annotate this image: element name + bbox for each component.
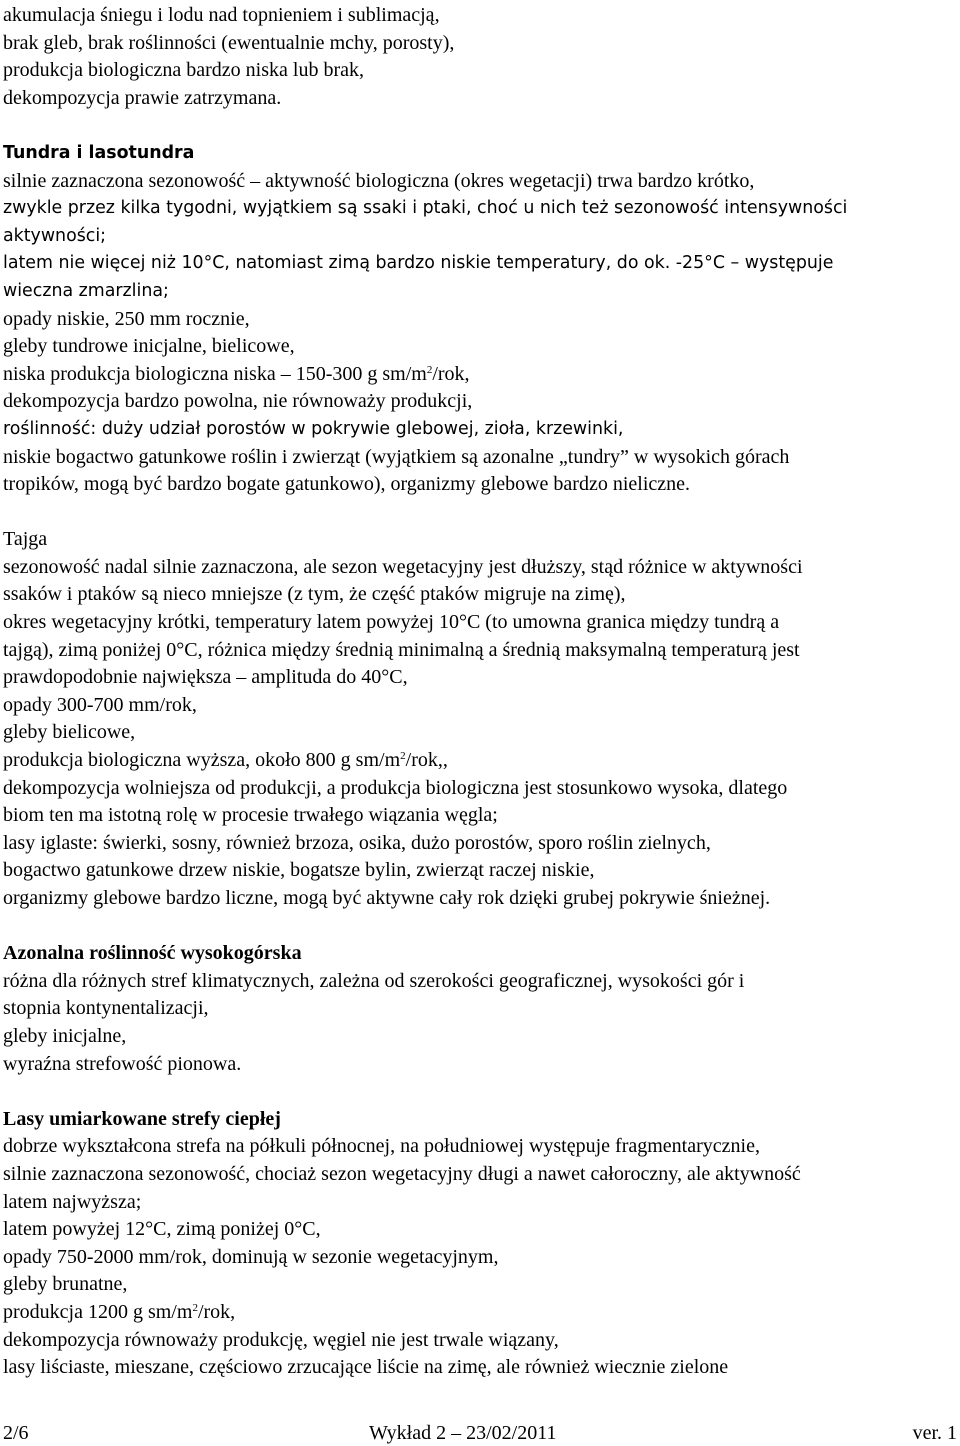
intro-line-4: dekompozycja prawie zatrzymana. xyxy=(3,86,282,109)
tajga-line-13: organizmy glebowe bardzo liczne, mogą być aktywne cały rok dzięki grubej pokrywie śnieżnej. xyxy=(3,887,771,909)
tajga-line-4: tajgą), zimą poniżej 0°C, różnica między średnią minimalną a średnią maksymalną temperaturą jest xyxy=(3,638,800,661)
superscript-2: 2 xyxy=(400,750,406,763)
tundra-section xyxy=(3,140,957,499)
tajga-line-1: sezonowość nadal silnie zaznaczona, ale sezon wegetacyjny jest dłuższy, stąd różnice w aktywności xyxy=(3,555,803,578)
temperate-line-7 xyxy=(3,1299,957,1327)
tundra-line-12: tropików, mogą być bardzo bogate gatunkowo), organizmy glebowe bardzo nieliczne. xyxy=(3,473,691,496)
tundra-line-1: silnie zaznaczona sezonowość – aktywność biologiczna (okres wegetacji) trwa bardzo krótko, xyxy=(3,169,755,192)
tundra-line-9: dekompozycja bardzo powolna, nie równoważy produkcji, xyxy=(3,390,473,413)
intro-section xyxy=(3,2,957,112)
tundra-line-5: wieczna zmarzlina; xyxy=(3,280,169,301)
tajga-line-3: okres wegetacyjny krótki, temperatury latem powyżej 10°C (to umowna granica między tundrą a xyxy=(3,611,780,634)
azonal-line-3: gleby inicjalne, xyxy=(3,1024,127,1047)
superscript-2: 2 xyxy=(192,1301,198,1314)
temperate-line-4: latem powyżej 12°C, zimą poniżej 0°C, xyxy=(3,1218,321,1241)
tundra-line-6: opady niskie, 250 mm rocznie, xyxy=(3,307,250,330)
tajga-line-6: opady 300-700 mm/rok, xyxy=(3,693,197,716)
footer-title: Wykład 2 – 23/02/2011 xyxy=(369,1422,557,1444)
intro-line-3: produkcja biologiczna bardzo niska lub brak, xyxy=(3,59,364,82)
tundra-line-4: latem nie więcej niż 10°C, natomiast zimą bardzo niskie temperatury, do ok. -25°C – występuje xyxy=(3,253,834,274)
page-number: 2/6 xyxy=(3,1422,29,1444)
section-gap xyxy=(3,112,957,140)
temperate-line-6: gleby brunatne, xyxy=(3,1273,128,1296)
document-page xyxy=(3,2,957,1382)
temperate-section xyxy=(3,1106,957,1382)
azonal-section xyxy=(3,940,957,1078)
azonal-line-4: wyraźna strefowość pionowa. xyxy=(3,1052,242,1075)
tundra-line-10: roślinność: duży udział porostów w pokrywie glebowej, zioła, krzewinki, xyxy=(3,418,624,439)
tundra-line-7: gleby tundrowe inicjalne, bielicowe, xyxy=(3,335,295,358)
page-footer xyxy=(3,1421,957,1445)
section-gap xyxy=(3,913,957,941)
tajga-line-10: biom ten ma istotną rolę w procesie trwałego wiązania węgla; xyxy=(3,804,498,827)
intro-line-1: akumulacja śniegu i lodu nad topnieniem i sublimacją, xyxy=(3,4,440,26)
tundra-line-2: zwykle przez kilka tygodni, wyjątkiem są ssaki i ptaki, choć u nich też sezonowość intensywności xyxy=(3,198,848,219)
temperate-line-2: silnie zaznaczona sezonowość, chociaż sezon wegetacyjny długi a nawet całoroczny, ale aktywność xyxy=(3,1162,801,1185)
temperate-line-9: lasy liściaste, mieszane, częściowo zrzucające liście na zimę, ale również wiecznie zielone xyxy=(3,1356,729,1379)
temperate-heading: Lasy umiarkowane strefy ciepłej xyxy=(3,1107,281,1130)
tajga-line-7: gleby bielicowe, xyxy=(3,721,136,744)
temperate-line-5: opady 750-2000 mm/rok, dominują w sezonie wegetacyjnym, xyxy=(3,1245,499,1268)
section-gap xyxy=(3,499,957,527)
tundra-line-8-text: niska produkcja biologiczna niska – 150-300 g sm/m xyxy=(3,362,427,385)
tundra-line-11: niskie bogactwo gatunkowe roślin i zwierząt (wyjątkiem są azonalne „tundry” w wysokich górach xyxy=(3,445,790,468)
tajga-line-11: lasy iglaste: świerki, sosny, również brzoza, osika, dużo porostów, sporo roślin zielnych, xyxy=(3,831,711,854)
tundra-line-8 xyxy=(3,361,957,389)
azonal-line-1: różna dla różnych stref klimatycznych, zależna od szerokości geograficznej, wysokości gór i xyxy=(3,969,745,992)
tajga-line-9: dekompozycja wolniejsza od produkcji, a produkcja biologiczna jest stosunkowo wysoka, dlatego xyxy=(3,776,788,799)
tajga-line-8-unit: /rok,, xyxy=(405,749,448,772)
tajga-section xyxy=(3,526,957,912)
tajga-heading: Tajga xyxy=(3,528,48,551)
intro-line-2: brak gleb, brak roślinności (ewentualnie mchy, porosty), xyxy=(3,31,455,54)
temperate-line-8: dekompozycja równoważy produkcję, węgiel nie jest trwale wiązany, xyxy=(3,1328,559,1351)
tajga-line-12: bogactwo gatunkowe drzew niskie, bogatsze bylin, zwierząt raczej niskie, xyxy=(3,859,595,882)
tundra-heading: Tundra i lasotundra xyxy=(3,142,195,163)
temperate-line-1: dobrze wykształcona strefa na półkuli północnej, na południowej występuje fragmentarycznie, xyxy=(3,1135,760,1158)
tajga-line-8-text: produkcja biologiczna wyższa, około 800 g sm/m xyxy=(3,749,401,772)
tundra-line-8-unit: /rok, xyxy=(432,362,470,385)
tajga-line-8 xyxy=(3,747,957,775)
temperate-line-7-text: produkcja 1200 g sm/m xyxy=(3,1300,193,1323)
azonal-line-2: stopnia kontynentalizacji, xyxy=(3,997,209,1020)
temperate-line-7-unit: /rok, xyxy=(197,1300,236,1323)
tajga-line-2: ssaków i ptaków są nieco mniejsze (z tym, że część ptaków migruje na zimę), xyxy=(3,583,626,606)
section-gap xyxy=(3,1078,957,1106)
azonal-heading: Azonalna roślinność wysokogórska xyxy=(3,942,302,965)
superscript-2: 2 xyxy=(426,363,433,376)
tajga-line-5: prawdopodobnie największa – amplituda do 40°C, xyxy=(3,666,408,689)
tundra-line-3: aktywności; xyxy=(3,225,107,246)
version-label: ver. 1 xyxy=(912,1422,957,1444)
temperate-line-3: latem najwyższa; xyxy=(3,1190,142,1213)
